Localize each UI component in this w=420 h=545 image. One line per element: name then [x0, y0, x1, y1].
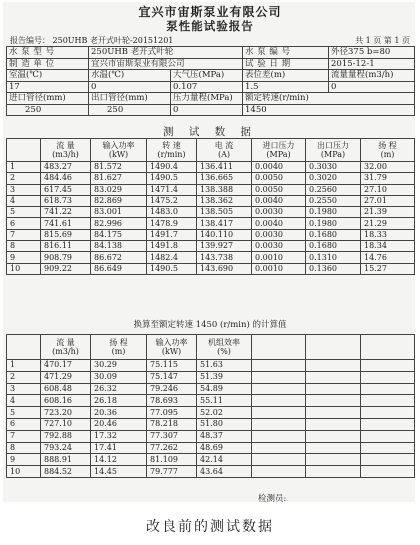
test-cell: 0.1680: [306, 229, 361, 240]
value-test-date: 2015-12-1: [329, 58, 415, 70]
test-cell: 83.029: [91, 184, 147, 195]
test-cell: 21.29: [361, 218, 415, 229]
converted-header-0: [7, 335, 41, 360]
image-caption: 改良前的测试数据: [146, 519, 274, 535]
test-cell: 83.001: [91, 207, 147, 218]
test-row: [7, 207, 415, 218]
converted-cell: 17.32: [91, 430, 147, 442]
converted-cell: 3: [7, 383, 41, 395]
converted-cell: 470.17: [41, 360, 91, 372]
test-row: [7, 184, 415, 195]
label-rated-speed: 额定转速(r/min): [243, 93, 415, 105]
info-row: [7, 81, 415, 93]
test-cell: 0.0030: [252, 241, 306, 252]
test-cell: 86.672: [91, 252, 147, 263]
inspector-label: 检测员:: [258, 494, 287, 504]
value-manufacturer: 宜兴市宙斯泵业有限公司: [89, 58, 243, 70]
test-cell: 82.869: [91, 195, 147, 206]
converted-cell: 30.29: [91, 360, 147, 372]
converted-cell: [252, 442, 306, 454]
converted-cell: [306, 407, 361, 419]
test-cell: 0.0040: [252, 195, 306, 206]
test-cell: 7: [7, 229, 41, 240]
test-cell: 1471.4: [147, 184, 197, 195]
converted-cell: [252, 454, 306, 466]
info-row: [7, 93, 415, 105]
info-row: [7, 47, 415, 59]
label-test-date: 试 验 日 期: [243, 58, 329, 70]
test-cell: 0.0050: [252, 184, 306, 195]
converted-cell: 7: [7, 430, 41, 442]
test-cell: 9: [7, 252, 41, 263]
converted-cell: 4: [7, 395, 41, 407]
converted-cell: [306, 454, 361, 466]
report-number: 报告编号： 250UHB 老开式叶轮-20151201: [10, 36, 174, 45]
converted-cell: [252, 407, 306, 419]
test-header-6: 出口压力 (MPa): [306, 139, 361, 162]
converted-cell: [252, 360, 306, 372]
converted-cell: 884.52: [41, 466, 91, 478]
test-cell: 84.138: [91, 241, 147, 252]
converted-row: [7, 360, 415, 372]
test-data-table: [6, 138, 415, 275]
converted-cell: 8: [7, 442, 41, 454]
test-cell: 0.0030: [252, 207, 306, 218]
converted-cell: [361, 360, 415, 372]
converted-cell: 471.29: [41, 371, 91, 383]
value-rated-speed: 1450: [243, 104, 415, 116]
converted-row: [7, 466, 415, 478]
test-cell: 84.175: [91, 229, 147, 240]
test-cell: 1482.4: [147, 252, 197, 263]
converted-cell: [306, 430, 361, 442]
converted-data-table: [6, 334, 415, 478]
test-cell: 1: [7, 162, 41, 173]
info-row: [7, 70, 415, 82]
converted-cell: 52.02: [197, 407, 252, 419]
converted-cell: [361, 430, 415, 442]
converted-cell: 20.46: [91, 418, 147, 430]
converted-row: [7, 430, 415, 442]
test-cell: 1478.9: [147, 218, 197, 229]
converted-cell: [306, 442, 361, 454]
converted-cell: [252, 371, 306, 383]
test-row: [7, 229, 415, 240]
converted-cell: [252, 418, 306, 430]
converted-cell: 51.39: [197, 371, 252, 383]
converted-cell: [252, 395, 306, 407]
test-cell: 0.0010: [252, 263, 306, 274]
test-cell: 909.22: [41, 263, 91, 274]
label-pump-model: 水 泵 型 号: [7, 47, 89, 59]
label-flow-range: 流量量程(m3/h): [329, 70, 415, 82]
test-cell: 741.22: [41, 207, 91, 218]
test-cell: 816.11: [41, 241, 91, 252]
test-cell: 32.00: [361, 162, 415, 173]
test-cell: 138.505: [197, 207, 252, 218]
test-cell: 10: [7, 263, 41, 274]
converted-cell: [306, 418, 361, 430]
converted-cell: 608.16: [41, 395, 91, 407]
test-cell: 1475.2: [147, 195, 197, 206]
test-cell: 0.1680: [306, 241, 361, 252]
test-header-7: 扬 程 (m): [361, 139, 415, 162]
test-cell: 81.572: [91, 162, 147, 173]
converted-cell: [306, 371, 361, 383]
converted-cell: 79.246: [147, 383, 197, 395]
test-header-3: 转 速 (r/min): [147, 139, 197, 162]
test-cell: 1491.8: [147, 241, 197, 252]
test-cell: 139.927: [197, 241, 252, 252]
test-cell: 140.110: [197, 229, 252, 240]
converted-cell: [306, 383, 361, 395]
converted-title: 换算至额定转速 1450 (r/min) 的计算值: [133, 320, 287, 330]
label-pump-number: 水 泵 编 号: [243, 47, 329, 59]
label-water-temp: 水温(℃): [89, 70, 171, 82]
converted-row: [7, 454, 415, 466]
test-data-title: 测 试 数 据: [162, 126, 257, 138]
converted-header-2: 扬 程 (m): [91, 335, 147, 360]
test-cell: 1491.7: [147, 229, 197, 240]
converted-row: [7, 418, 415, 430]
test-row: [7, 195, 415, 206]
converted-cell: 51.80: [197, 418, 252, 430]
test-cell: 143.738: [197, 252, 252, 263]
converted-cell: 43.64: [197, 466, 252, 478]
test-cell: 0.2550: [306, 195, 361, 206]
test-cell: 1490.5: [147, 173, 197, 184]
value-water-temp: 0: [89, 81, 171, 93]
converted-cell: 793.24: [41, 442, 91, 454]
converted-header-3: 输入功率 (kW): [147, 335, 197, 360]
value-pressure-range: 0: [171, 104, 243, 116]
test-cell: 0.3020: [306, 173, 361, 184]
converted-cell: 77.262: [147, 442, 197, 454]
converted-row: [7, 395, 415, 407]
test-cell: 0.0050: [252, 173, 306, 184]
test-cell: 138.417: [197, 218, 252, 229]
test-cell: 27.01: [361, 195, 415, 206]
test-row: [7, 263, 415, 274]
converted-cell: 14.45: [91, 466, 147, 478]
converted-cell: 77.307: [147, 430, 197, 442]
test-cell: 81.627: [91, 173, 147, 184]
test-header-5: 进口压力 (MPa): [252, 139, 306, 162]
converted-header-1: 流 量 (m3/h): [41, 335, 91, 360]
converted-cell: 48.69: [197, 442, 252, 454]
test-cell: 82.996: [91, 218, 147, 229]
test-cell: 3: [7, 184, 41, 195]
test-header-row: [7, 139, 415, 162]
test-cell: 0.2560: [306, 184, 361, 195]
test-cell: 6: [7, 218, 41, 229]
test-cell: 0.0040: [252, 162, 306, 173]
converted-cell: 54.89: [197, 383, 252, 395]
value-outlet-diameter: 250: [89, 104, 171, 116]
label-outlet-diameter: 出口管径(mm): [89, 93, 171, 105]
test-cell: 2: [7, 173, 41, 184]
converted-cell: 81.109: [147, 454, 197, 466]
test-cell: 1490.4: [147, 162, 197, 173]
test-cell: 815.69: [41, 229, 91, 240]
test-cell: 1483.0: [147, 207, 197, 218]
test-cell: 138.362: [197, 195, 252, 206]
converted-cell: 6: [7, 418, 41, 430]
converted-cell: 17.41: [91, 442, 147, 454]
value-atm-pressure: 0.107: [171, 81, 243, 93]
test-row: [7, 241, 415, 252]
converted-cell: 42.14: [197, 454, 252, 466]
converted-cell: 48.37: [197, 430, 252, 442]
test-cell: 18.34: [361, 241, 415, 252]
test-cell: 4: [7, 195, 41, 206]
test-cell: 136.411: [197, 162, 252, 173]
converted-cell: [361, 466, 415, 478]
converted-row: [7, 407, 415, 419]
test-cell: 908.79: [41, 252, 91, 263]
converted-cell: [361, 454, 415, 466]
label-inlet-diameter: 进口管径(mm): [7, 93, 89, 105]
converted-cell: 723.20: [41, 407, 91, 419]
label-pressure-range: 压力量程(MPa): [171, 93, 243, 105]
converted-cell: 14.12: [91, 454, 147, 466]
test-row: [7, 162, 415, 173]
info-row: [7, 104, 415, 116]
converted-header-5: [252, 335, 306, 360]
test-cell: 5: [7, 207, 41, 218]
converted-cell: [361, 418, 415, 430]
converted-cell: [252, 430, 306, 442]
test-cell: 0.3030: [306, 162, 361, 173]
test-header-0: [7, 139, 41, 162]
test-cell: 14.76: [361, 252, 415, 263]
converted-cell: 78.693: [147, 395, 197, 407]
test-header-4: 电 流 (A): [197, 139, 252, 162]
converted-cell: 2: [7, 371, 41, 383]
value-pump-number: 外径375 b=80: [329, 47, 415, 59]
test-cell: 15.27: [361, 263, 415, 274]
converted-cell: [252, 383, 306, 395]
value-inlet-diameter: 250: [7, 104, 89, 116]
test-cell: 136.665: [197, 173, 252, 184]
converted-cell: 727.10: [41, 418, 91, 430]
test-cell: 483.27: [41, 162, 91, 173]
label-gauge-offset: 表位差(m): [243, 70, 329, 82]
converted-header-4: 机组效率 (%): [197, 335, 252, 360]
converted-row: [7, 383, 415, 395]
value-room-temp: 17: [7, 81, 89, 93]
label-room-temp: 室温(℃): [7, 70, 89, 82]
converted-cell: [306, 360, 361, 372]
converted-row: [7, 371, 415, 383]
converted-cell: [306, 466, 361, 478]
test-row: [7, 252, 415, 263]
converted-cell: 30.09: [91, 371, 147, 383]
converted-cell: 75.115: [147, 360, 197, 372]
converted-cell: 78.218: [147, 418, 197, 430]
test-header-1: 流 量 (m3/h): [41, 139, 91, 162]
report-title: 泵性能试验报告: [166, 19, 254, 33]
test-cell: 617.45: [41, 184, 91, 195]
test-cell: 1490.5: [147, 263, 197, 274]
converted-cell: 79.777: [147, 466, 197, 478]
value-gauge-offset: 1.5: [243, 81, 329, 93]
converted-header-7: [361, 335, 415, 360]
converted-cell: 5: [7, 407, 41, 419]
label-atm-pressure: 大气压(MPa): [171, 70, 243, 82]
converted-cell: [252, 466, 306, 478]
converted-row: [7, 442, 415, 454]
test-cell: 484.46: [41, 173, 91, 184]
converted-cell: 77.095: [147, 407, 197, 419]
converted-cell: [361, 371, 415, 383]
converted-cell: 55.11: [197, 395, 252, 407]
test-cell: 27.10: [361, 184, 415, 195]
converted-cell: [361, 407, 415, 419]
converted-cell: 26.18: [91, 395, 147, 407]
converted-cell: 792.88: [41, 430, 91, 442]
value-flow-range: 0: [329, 81, 415, 93]
converted-cell: [306, 395, 361, 407]
test-cell: 143.690: [197, 263, 252, 274]
company-name: 宜兴市宙斯泵业有限公司: [138, 5, 282, 19]
test-row: [7, 218, 415, 229]
test-cell: 86.649: [91, 263, 147, 274]
converted-cell: 51.63: [197, 360, 252, 372]
page-info: 共 1 页 第 1 页: [355, 36, 410, 45]
test-cell: 18.33: [361, 229, 415, 240]
label-manufacturer: 制 造 单 位: [7, 58, 89, 70]
converted-header-row: [7, 335, 415, 360]
pump-info-table: [6, 46, 415, 116]
test-cell: 138.388: [197, 184, 252, 195]
value-pump-model: 250UHB 老开式叶轮: [89, 47, 243, 59]
test-cell: 0.1980: [306, 207, 361, 218]
test-cell: 8: [7, 241, 41, 252]
test-cell: 0.1360: [306, 263, 361, 274]
test-cell: 741.61: [41, 218, 91, 229]
test-cell: 0.0010: [252, 252, 306, 263]
test-cell: 0.0040: [252, 218, 306, 229]
test-cell: 0.1980: [306, 218, 361, 229]
test-header-2: 输入功率 (kW): [91, 139, 147, 162]
converted-cell: [361, 442, 415, 454]
test-cell: 21.39: [361, 207, 415, 218]
converted-cell: [361, 383, 415, 395]
converted-cell: 26.32: [91, 383, 147, 395]
converted-cell: 20.36: [91, 407, 147, 419]
info-row: [7, 58, 415, 70]
converted-cell: 1: [7, 360, 41, 372]
converted-header-6: [306, 335, 361, 360]
converted-cell: 10: [7, 466, 41, 478]
test-cell: 0.1310: [306, 252, 361, 263]
test-row: [7, 173, 415, 184]
converted-cell: [361, 395, 415, 407]
converted-cell: 9: [7, 454, 41, 466]
converted-cell: 75.147: [147, 371, 197, 383]
test-cell: 31.79: [361, 173, 415, 184]
test-cell: 0.0030: [252, 229, 306, 240]
converted-cell: 888.91: [41, 454, 91, 466]
test-cell: 618.73: [41, 195, 91, 206]
converted-cell: 608.48: [41, 383, 91, 395]
